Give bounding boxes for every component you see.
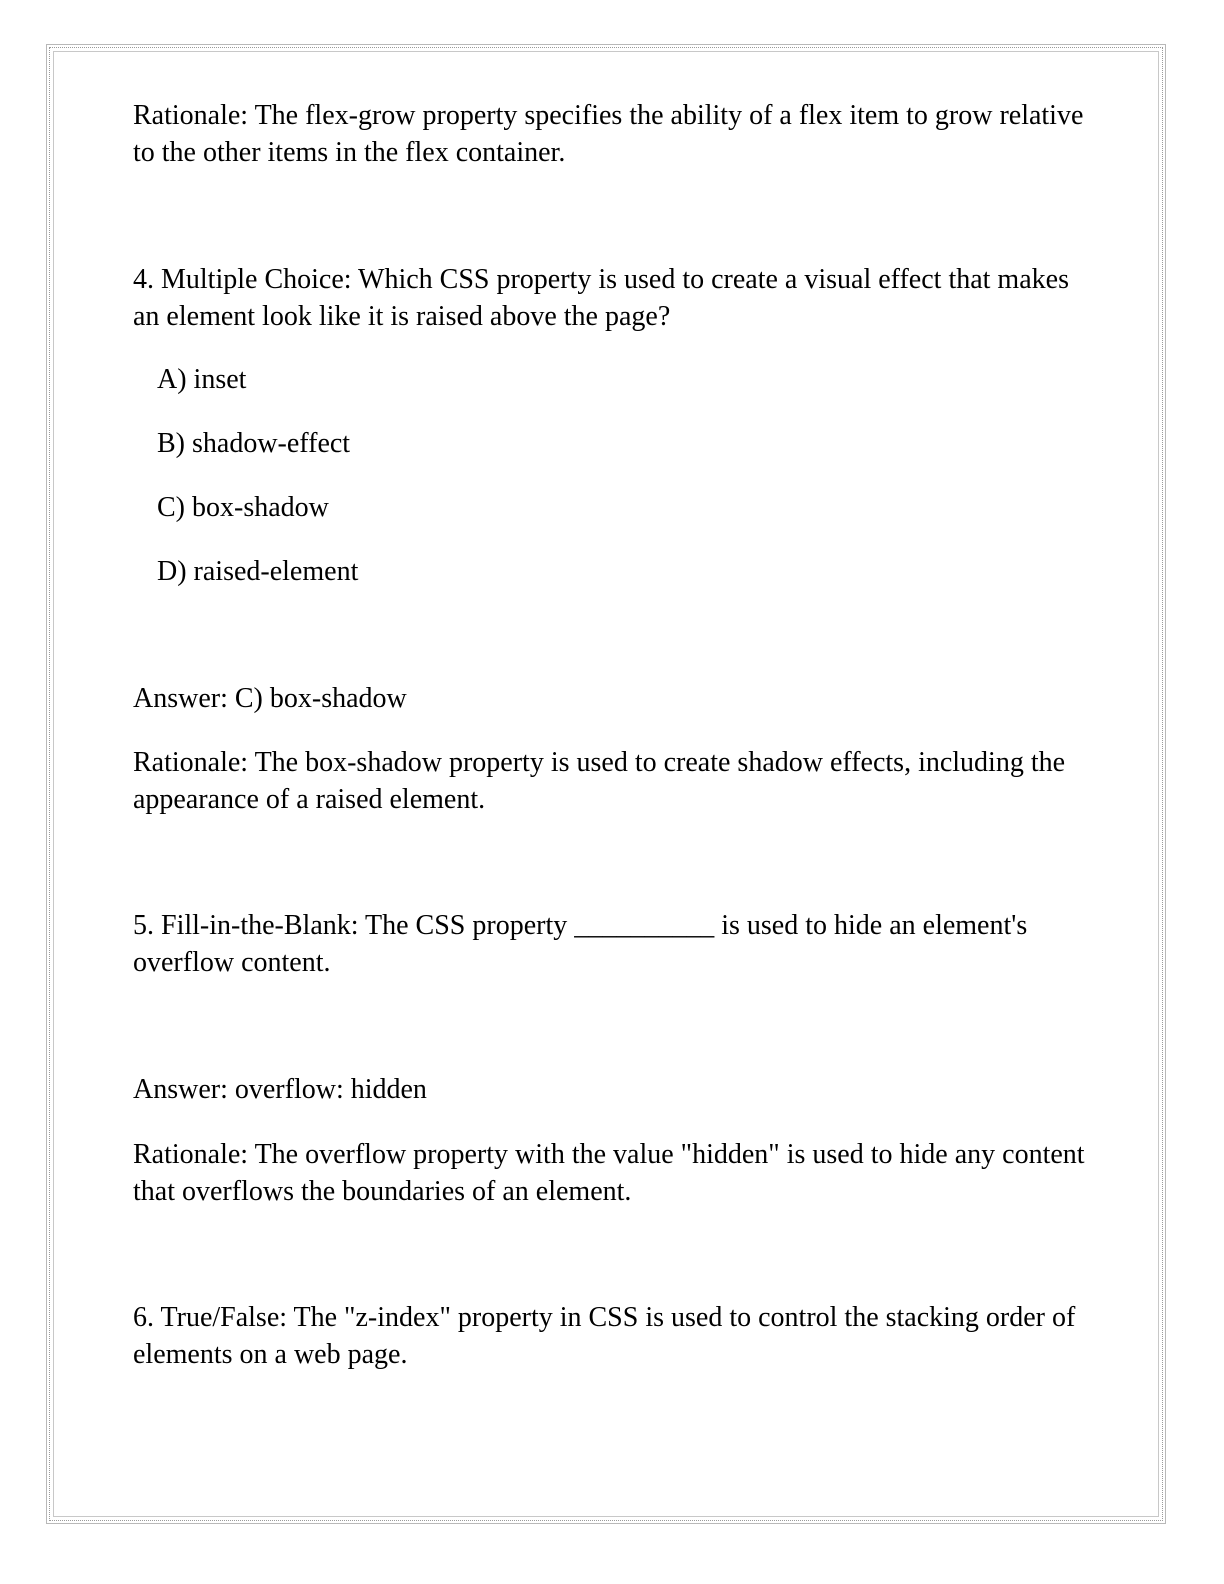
q4-rationale: Rationale: The box-shadow property is used to create shadow effects, including the appearance of a raised element. — [133, 747, 1066, 815]
q5-question: 5. Fill-in-the-Blank: The CSS property __________ is used to hide an element's overflow content. — [133, 910, 1028, 978]
q4-option-a: A) inset — [157, 364, 247, 395]
q5-answer: Answer: overflow: hidden — [133, 1074, 427, 1105]
q4-option-c: C) box-shadow — [157, 492, 329, 523]
q4-option-b: B) shadow-effect — [157, 428, 351, 459]
q6-question: 6. True/False: The "z-index" property in CSS is used to control the stacking order of elements on a web page. — [133, 1302, 1076, 1370]
q4-answer: Answer: C) box-shadow — [133, 683, 407, 714]
q4-question: 4. Multiple Choice: Which CSS property is used to create a visual effect that makes an element look like it is raised above the page? — [133, 264, 1069, 332]
q5-rationale: Rationale: The overflow property with the value "hidden" is used to hide any content that overflows the boundaries of an element. — [133, 1139, 1085, 1207]
q4-option-d: D) raised-element — [157, 556, 359, 587]
q3-rationale: Rationale: The flex-grow property specifies the ability of a flex item to grow relative to the other items in the flex container. — [133, 100, 1084, 168]
